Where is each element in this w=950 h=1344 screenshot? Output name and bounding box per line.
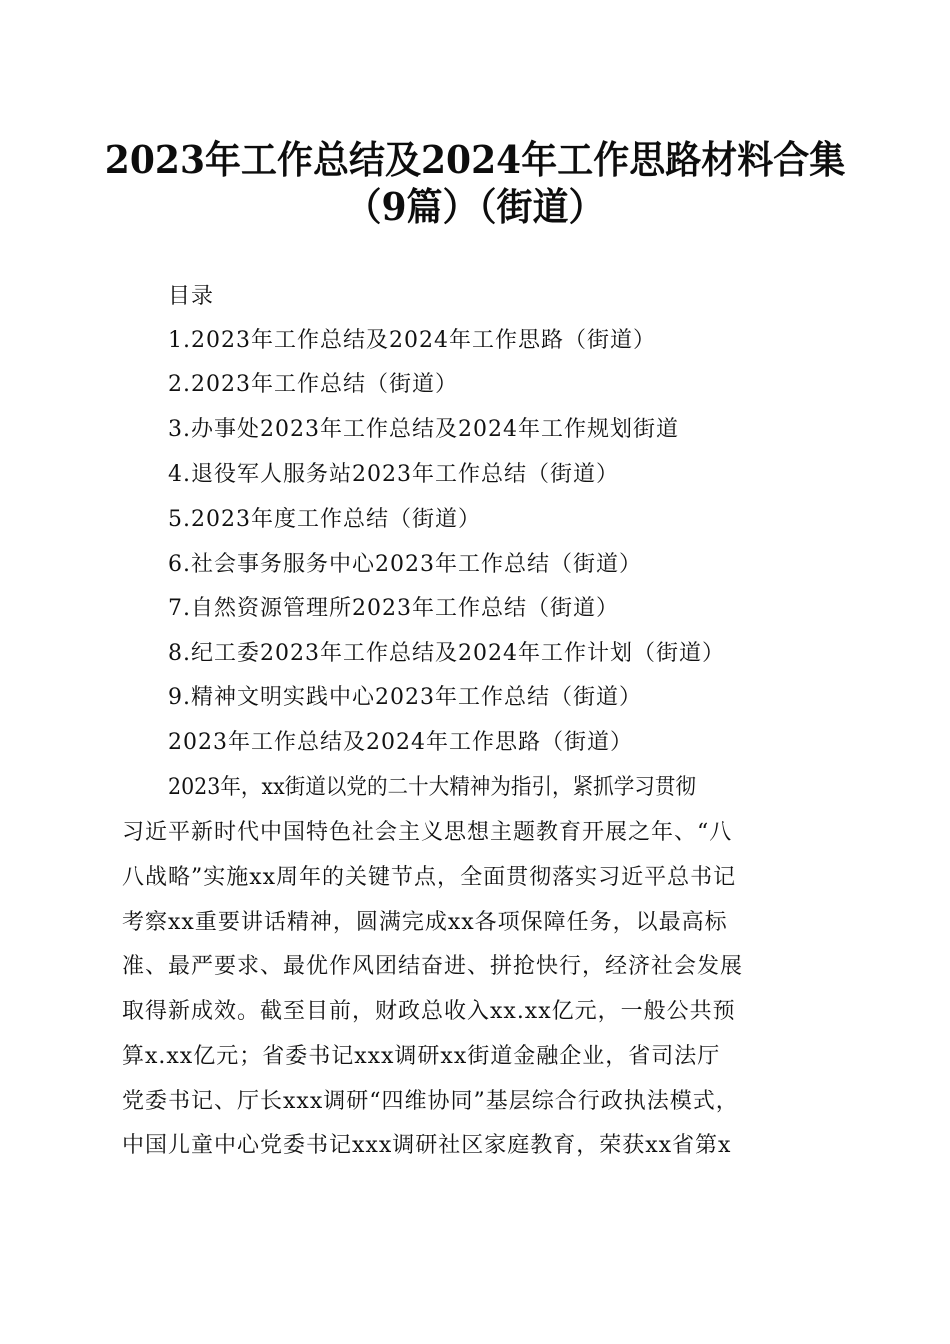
toc-item-3: 3.办事处2023年工作总结及2024年工作规划街道 xyxy=(168,417,679,442)
toc-item-2: 2.2023年工作总结（街道） xyxy=(168,372,458,397)
body-line-7: 算x.xx亿元；省委书记xxx调研xx街道金融企业，省司法厅 xyxy=(122,1044,721,1069)
toc-item-9: 9.精神文明实践中心2023年工作总结（街道） xyxy=(168,685,642,710)
toc-item-1: 1.2023年工作总结及2024年工作思路（街道） xyxy=(168,328,656,353)
toc-item-8: 8.纪工委2023年工作总结及2024年工作计划（街道） xyxy=(168,641,725,666)
document-title-line-1: 2023年工作总结及2024年工作思路材料合集 xyxy=(104,137,846,182)
body-line-8: 党委书记、厅长xxx调研“四维协同”基层综合行政执法模式， xyxy=(122,1089,739,1114)
toc-item-6: 6.社会事务服务中心2023年工作总结（街道） xyxy=(168,552,642,577)
body-line-5: 准、最严要求、最优作风团结奋进、拼抢快行，经济社会发展 xyxy=(122,954,744,979)
body-line-3: 八战略”实施xx周年的关键节点，全面贯彻落实习近平总书记 xyxy=(122,865,737,890)
section-heading: 2023年工作总结及2024年工作思路（街道） xyxy=(168,730,633,755)
toc-item-5: 5.2023年度工作总结（街道） xyxy=(168,507,481,532)
body-line-9: 中国儿童中心党委书记xxx调研社区家庭教育，荣获xx省第x xyxy=(122,1133,732,1158)
document-title-line-2: （9篇）（街道） xyxy=(345,184,605,229)
toc-heading: 目录 xyxy=(168,284,215,309)
body-line-1: 2023年，xx街道以党的二十大精神为指引，紧抓学习贯彻 xyxy=(168,775,697,800)
body-line-2: 习近平新时代中国特色社会主义思想主题教育开展之年、“八 xyxy=(122,820,733,845)
toc-item-7: 7.自然资源管理所2023年工作总结（街道） xyxy=(168,596,619,621)
body-line-6: 取得新成效。截至目前，财政总收入xx.xx亿元，一般公共预 xyxy=(122,999,736,1024)
body-line-4: 考察xx重要讲话精神，圆满完成xx各项保障任务，以最高标 xyxy=(122,910,728,935)
toc-item-4: 4.退役军人服务站2023年工作总结（街道） xyxy=(168,462,619,487)
